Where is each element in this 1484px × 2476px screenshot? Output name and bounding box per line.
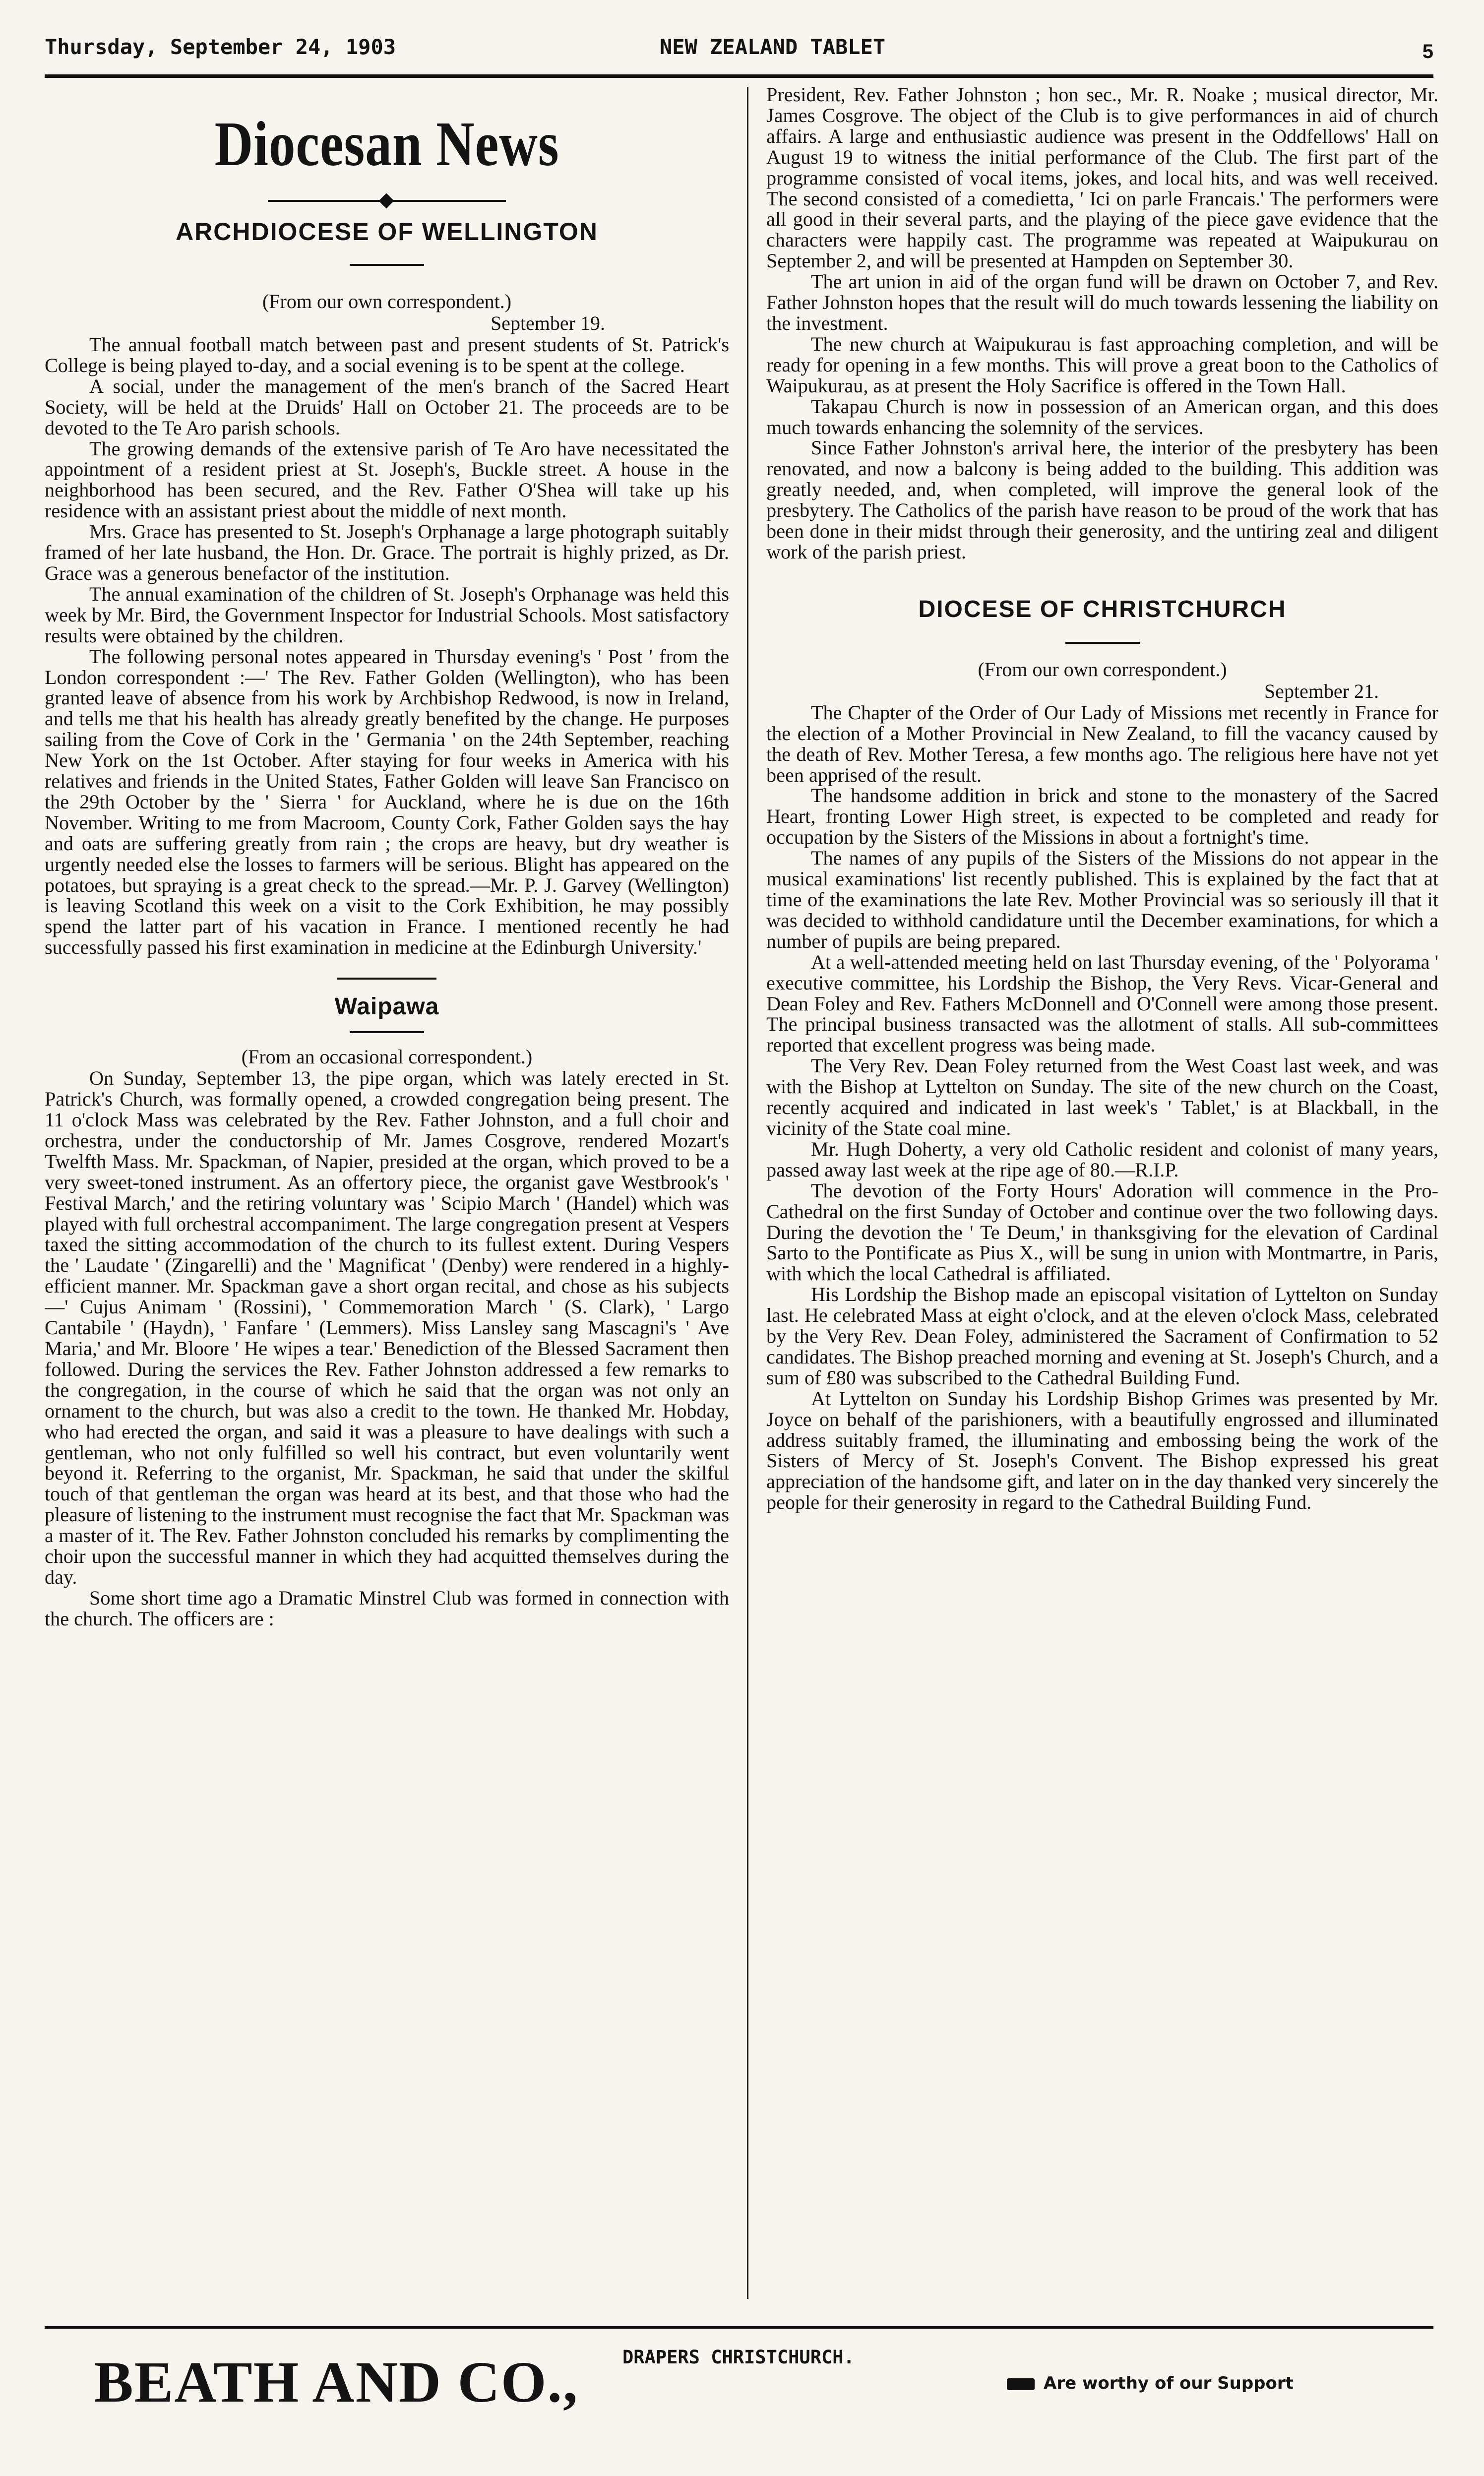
advertiser-name: BEATH AND CO.,: [94, 2350, 579, 2414]
advertiser-trade: DRAPERS CHRISTCHURCH.: [622, 2347, 855, 2368]
diamond-rule: [268, 193, 506, 208]
waipawa-paragraph: The new church at Waipukurau is fast approaching completion, and will be ready for opening in a few months. This will prove a great boon to the Catholics of Waipukurau, as at present the Holy Sacrifice is offered in the Town Hall.: [766, 332, 1438, 397]
wellington-paragraph: The following personal notes appeared in Thursday evening's ' Post ' from the London correspondent :—' The Rev. Father Golden (Wellington), who has been granted leave of absence from his work by Archbishop Redwood, is now in Ireland, and tells me that his health has already greatly benefited by the change. He purposes sailing from the Cove of Cork in the ' Germania ' on the 24th September, reaching New York on the 1st October. After staying for four weeks in America with his relatives and friends in the United States, Father Golden will leave San Francisco on the 29th October by the ' Sierra ' for Auckland, where he is due on the 16th November. Writing to me from Macroom, County Cork, Father Golden says the hay and oats are suffering greatly from rain ; the crops are heavy, but dry weather is urgently needed else the losses to farmers will be serious. Blight has appeared on the potatoes, but spraying is a great check to the spread.—Mr. P. J. Garvey (Wellington) is leaving Scotland this week on a visit to the Cork Exhibition, he may possibly spend the latter part of his vacation in France. I mentioned recently he had successfully passed his first examination in medicine at the Edinburgh University.': [45, 645, 729, 959]
section-rule: [350, 1031, 424, 1033]
masthead: NEW ZEALAND TABLET: [660, 35, 886, 59]
waipawa-paragraph: Since Father Johnston's arrival here, the interior of the presbytery has been renovated, and now a balcony is being added to the building. This addition was greatly needed, and, when completed, will improve the general look of the presbytery. The Catholics of the parish have reason to be proud of the work that has been done in their midst through their generosity, and the untiring zeal and diligent work of the parish priest.: [766, 436, 1438, 563]
diamond-icon: [378, 193, 394, 208]
page-number: 5: [1422, 41, 1433, 62]
waipawa-paragraph: President, Rev. Father Johnston ; hon sec., Mr. R. Noake ; musical director, Mr. James Cosgrove. The object of the Club is to give performances in aid of church affairs. A large and enthusiastic audience was present in the Oddfellows' Hall on August 19 to witness the initial performance of the Club. The first part of the programme consisted of vocal items, jokes, and local hits, and was well received. The second consisted of a comedietta, ' Ici on parle Francais.' The performers were all good in their several parts, and the playing of the piece gave evidence that the characters were happily cast. The programme was repeated at Waipukurau on September 2, and will be presented at Hampden on September 30.: [766, 84, 1438, 272]
christchurch-paragraph: At Lyttelton on Sunday his Lordship Bishop Grimes was presented by Mr. Joyce on behalf of the parishioners, with a beautifully engrossed and illuminated address suitably framed, the illuminating and embossing being the work of the Sisters of Mercy of St. Joseph's Convent. The Bishop expressed his great appreciation of the handsome gift, and later on in the day thanked very sincerely the people for their generosity in regard to the Cathedral Building Fund.: [766, 1387, 1438, 1514]
christchurch-date: September 21.: [1264, 680, 1379, 702]
wellington-heading: ARCHDIOCESE OF WELLINGTON: [176, 218, 598, 246]
advertiser-slogan-line: [1007, 2373, 1294, 2393]
wellington-date: September 19.: [490, 312, 605, 334]
christchurch-paragraph: At a well-attended meeting held on last Thursday evening, of the ' Polyorama ' executive committee, his Lordship the Bishop, the Very Revs. Vicar-General and Dean Foley and Rev. Fathers McDonnell and O'Connell were among those present. The principal business transacted was the allotment of stalls. All sub-committees reported that excellent progress was being made.: [766, 950, 1438, 1056]
section-rule: [1065, 642, 1140, 644]
christchurch-paragraph: The Very Rev. Dean Foley returned from the West Coast last week, and was with the Bishop at Lyttelton on Sunday. The site of the new church on the Coast, recently acquired and indicated in last week's ' Tablet,' is at Blackball, in the vicinity of the State coal mine.: [766, 1054, 1438, 1139]
christchurch-paragraph: The names of any pupils of the Sisters of the Missions do not appear in the musical examinations' list recently published. This is explained by the fact that at time of the examinations the late Rev. Mother Provincial was so seriously ill that it was decided to withhold candidature until the December examinations, for which a number of pupils are being prepared.: [766, 847, 1438, 952]
wellington-correspondent: (From our own correspondent.): [262, 290, 512, 312]
column-divider: [747, 87, 748, 2299]
waipawa-paragraph: Some short time ago a Dramatic Minstrel Club was formed in connection with the church. The officers are :: [45, 1586, 729, 1630]
wellington-paragraph: The growing demands of the extensive parish of Te Aro have necessitated the appointment of a resident priest at St. Joseph's, Buckle street. A house in the neighborhood has been secured, and the Rev. Father O'Shea will take up his residence with an assistant priest about the middle of next month.: [45, 437, 729, 522]
advertisement-footer: [45, 2326, 1433, 2438]
pointing-hand-icon: [1007, 2378, 1035, 2390]
issue-date: Thursday, September 24, 1903: [45, 35, 396, 59]
waipawa-paragraph: The art union in aid of the organ fund will be drawn on October 7, and Rev. Father Johnston hopes that the result will do much towards lessening the liability on the investment.: [766, 270, 1438, 334]
christchurch-paragraph: The handsome addition in brick and stone to the monastery of the Sacred Heart, fronting Lower High street, is expected to be completed and ready for occupation by the Sisters of the Missions in about a fortnight's time.: [766, 784, 1438, 849]
left-column: [45, 84, 729, 2301]
page-title: Diocesan News: [214, 109, 559, 179]
christchurch-paragraph: Mr. Hugh Doherty, a very old Catholic resident and colonist of many years, passed away last week at the ripe age of 80.—R.I.P.: [766, 1137, 1438, 1181]
page-header: [45, 30, 1433, 78]
christchurch-paragraph: His Lordship the Bishop made an episcopal visitation of Lyttelton on Sunday last. He celebrated Mass at eight o'clock, and at the eleven o'clock Mass, celebrated by the Very Rev. Dean Foley, administered the Sacrament of Confirmation to 52 candidates. The Bishop preached morning and evening at St. Joseph's Church, and a sum of £80 was subscribed to the Cathedral Building Fund.: [766, 1283, 1438, 1389]
section-rule: [350, 264, 424, 266]
waipawa-correspondent: (From an occasional correspondent.): [241, 1046, 533, 1068]
waipawa-paragraph: On Sunday, September 13, the pipe organ, which was lately erected in St. Patrick's Church, was formally opened, a crowded congregation being present. The 11 o'clock Mass was celebrated by the Rev. Father Johnston, and a full choir and orchestra, under the conductorship of Mr. James Cosgrove, rendered Mozart's Twelfth Mass. Mr. Spackman, of Napier, presided at the organ, which proved to be a very sweet-toned instrument. As an offertory piece, the organist gave Westbrook's ' Festival March,' and the retiring voluntary was ' Scipio March ' (Handel) which was played with full orchestral accompaniment. The large congregation present at Vespers taxed the sitting accommodation of the church to its fullest extent. During Vespers the ' Laudate ' (Zingarelli) and the ' Magnificat ' (Denby) were rendered in a highly-efficient manner. Mr. Spackman gave a short organ recital, and chose as his subjects—' Cujus Animam ' (Rossini), ' Commemoration March ' (S. Clark), ' Largo Cantabile ' (Haydn), ' Fanfare ' (Lemmers). Miss Lansley sang Mascagni's ' Ave Maria,' and Mr. Bloore ' He wipes a tear.' Benediction of the Blessed Sacrament then followed. During the services the Rev. Father Johnston addressed a few remarks to the congregation, in the course of which he said that the organ was not only an ornament to the church, but was also a credit to the town. He thanked Mr. Hobday, who had erected the organ, and said it was a pleasure to have dealings with such a gentleman, who not only fulfilled so well his contract, but even voluntarily went beyond it. Referring to the organist, Mr. Spackman, he said that under the skilful touch of that gentleman the organ was heard at its best, and that those who had the pleasure of listening to the instrument must recognise the fact that Mr. Spackman was a master of it. The Rev. Father Johnston concluded his remarks by complimenting the choir upon the successful manner in which they had acquitted themselves during the day.: [45, 1067, 729, 1588]
christchurch-heading: DIOCESE OF CHRISTCHURCH: [918, 596, 1287, 622]
christchurch-paragraph: The devotion of the Forty Hours' Adoration will commence in the Pro-Cathedral on the first Sunday of October and continue over the two following days. During the devotion the ' Te Deum,' in thanksgiving for the elevation of Cardinal Sarto to the Pontificate as Pius X., will be sung in union with Montmartre, in Paris, with which the local Cathedral is affiliated.: [766, 1179, 1438, 1285]
right-column: [766, 84, 1438, 2301]
wellington-paragraph: Mrs. Grace has presented to St. Joseph's Orphanage a large photograph suitably framed of her late husband, the Hon. Dr. Grace. The portrait is highly prized, as Dr. Grace was a generous benefactor of the institution.: [45, 520, 729, 584]
christchurch-paragraph: The Chapter of the Order of Our Lady of Missions met recently in France for the election of a Mother Provincial in New Zealand, to fill the vacancy caused by the death of Rev. Mother Teresa, a few months ago. The religious here have not yet been apprised of the result.: [766, 701, 1438, 786]
advertiser-slogan: Are worthy of our Support: [1044, 2373, 1294, 2393]
wellington-paragraph: A social, under the management of the men's branch of the Sacred Heart Society, will be held at the Druids' Hall on October 21. The proceeds are to be devoted to the Te Aro parish schools.: [45, 374, 729, 439]
waipawa-heading: Waipawa: [334, 993, 439, 1020]
waipawa-paragraph: Takapau Church is now in possession of an American organ, and this does much towards enhancing the solemnity of the services.: [766, 395, 1438, 438]
wellington-paragraph: The annual examination of the children of St. Joseph's Orphanage was held this week by Mr. Bird, the Government Inspector for Industrial Schools. Most satisfactory results were obtained by the children.: [45, 582, 729, 647]
wellington-paragraph: The annual football match between past and present students of St. Patrick's College is being played to-day, and a social evening is to be spent at the college.: [45, 333, 729, 376]
section-rule: [337, 978, 436, 980]
christchurch-correspondent: (From our own correspondent.): [978, 658, 1227, 681]
